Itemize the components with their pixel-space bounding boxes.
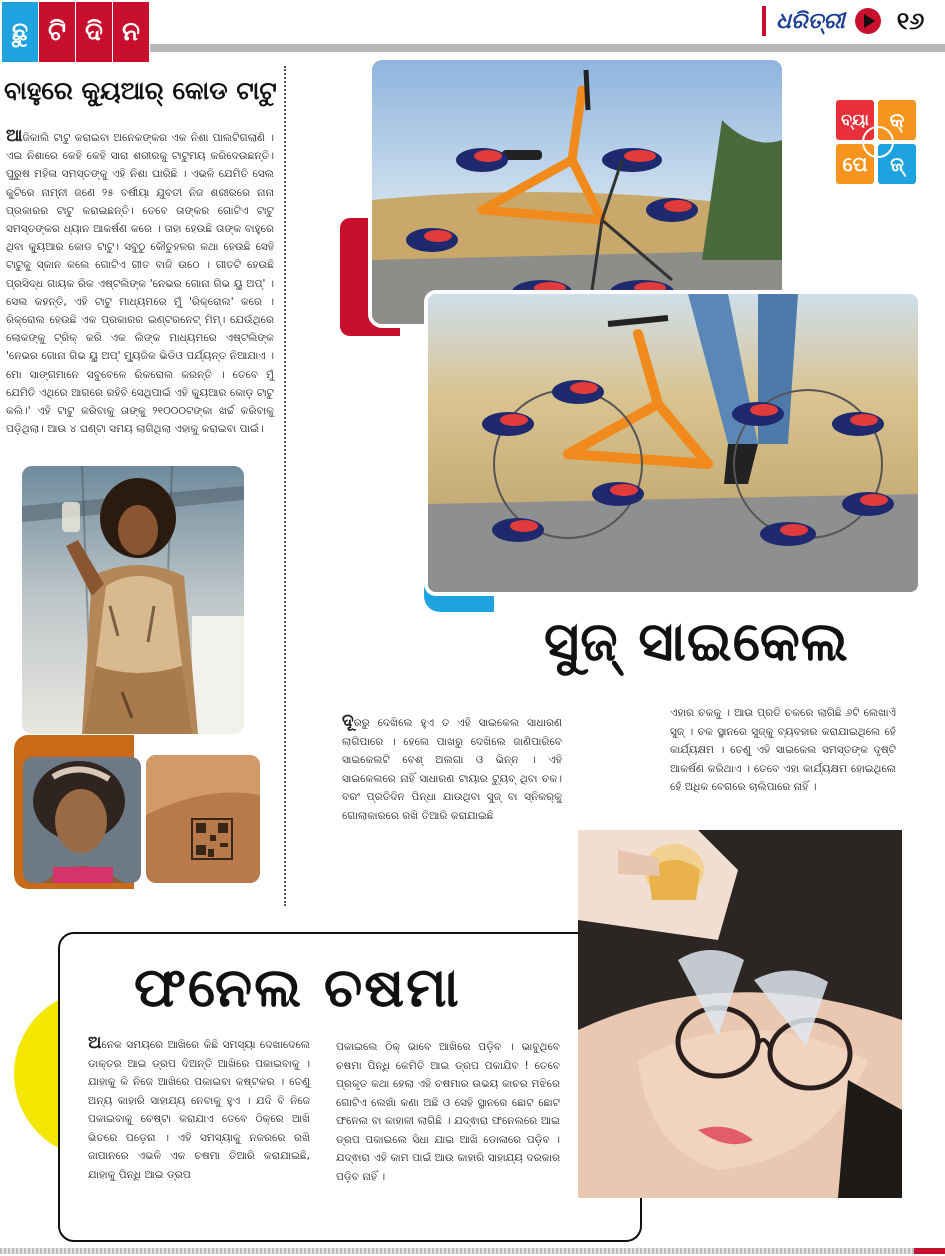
footer-accent [914,1248,945,1254]
brand-logo: ଧରିତ୍ରୀ [776,8,845,34]
shoe-bicycle-photo [368,56,786,328]
backpage-logo [836,100,920,188]
funnel-glasses-photo [578,830,902,1198]
qr-tattoo-photos [14,735,262,889]
tattoo-story-body [6,127,274,438]
funnel-glasses-title: ଫନେଲ ଚଷମା [134,956,461,1019]
shoe-cycle-column-2: ଏହାର ଚକକୁ । ଆଉ ପ୍ରତି ଚକରେ ଲାଗିଛି ୬ଟି ଲେଖାଏଁ ସୁଜ୍‌ । ଚକ ସ୍ଥାନରେ ସୁଜ୍‌କୁ ବ୍ୟବହାର କରାଯାଇଥିଲେ ହେଁ କାର୍ଯ୍ୟକ୍ଷମ । ତେଣୁ ଏହି ସାଇକେଲ ସମସ୍ତଙ୍କ ଦୃଷ୍ଟି ଆକର୍ଷଣ କରିଥାଏ । ତେବେ ଏହା କାର୍ଯ୍ୟକ୍ଷମ ହୋଇଥିଲେ ହେଁ ଅଧିକ ବେଗରେ ଚାଲିପାରେ ନାହିଁ । [670,707,896,793]
tattoo-story-title: ବାହୁରେ କ୍ୟୁଆର୍‌ କୋଡ ଟାଟୁ [4,76,277,105]
section-title [2,2,150,62]
header-rule [150,44,945,52]
shoe-cycle-title: ସୁଜ୍‌ ସାଇକେଲ [544,610,849,673]
page-number: ୧୬ [896,7,925,35]
funnel-glasses-column-2: ପକାଇଲେ ଠିକ୍‌ ଭାବେ ଆଖିରେ ପଡ଼ିବ । ଭାବୁଥିବେ ଚଷମା ପିନ୍ଧି କେମିତି ଆଇ ଡ୍ରପ ପକାଯିବ ! ତେବେ ପ୍ରକୃତ କଥା ହେଲା ଏହି ଚଷମାର ଉଭୟ କାଚର ମଝିରେ ଗୋଟିଏ ଲେଖାଁ କଣା ଅଛି ଓ ସେହି ସ୍ଥାନରେ ଛୋଟ ଛୋଟ ଫନେଲ ବା କାହାଳୀ ଲାଗିଛି । ଯଦ୍ଵାରା ଫନେଲରେ ଆଇ ଡ୍ରପ ପକାଇଲେ ସିଧା ଯାଇ ଆଖି ଡୋଳାରେ ପଡ଼ିବ । ଯଦ୍ଵାରା ଏହି କାମ ପାଇଁ ଆଉ କାହାରି ସାହାଯ୍ୟ ଦରକାର ପଡ଼ିବ ନାହିଁ । [336,1041,560,1183]
backpage-tile: ଜ୍ [878,144,916,184]
backpage-tile: କ୍ [878,100,916,140]
brand-bar [762,6,766,36]
backpage-ring-icon [862,126,894,158]
backpage-tile: ପେ [836,144,874,184]
woman-portrait-photo [23,757,141,883]
brand-block [762,4,924,38]
section-letter: ଛୁ [2,2,38,62]
dropcap: ଅ [88,1033,102,1053]
section-letter: ଟି [39,2,75,62]
play-icon [855,8,881,34]
shoe-cycle-column-1 [342,712,562,825]
section-letter: ନ [113,2,149,62]
tattooed-woman-photo [22,466,244,734]
footer-rule [0,1248,945,1254]
rider-shoe-bicycle-photo [424,290,922,596]
tattoo-story-text: ଜିକାଲି ଟାଟୁ କରାଇବା ଅନେକଙ୍କର ଏକ ନିଶା ପାଲଟିଗଲାଣି । ଏଇ ନିଶାରେ କେହି କେହି ସାରା ଶରୀରକୁ ଟାଟୁମୟ କରିଦେଉଛନ୍ତି। ପୁରୁଷ ମହିଳା ସମସ୍ତଙ୍କୁ ଏହି ନିଶା ଘାରିଛି । ଏଭଳି ଯେମିତି ସେଲ କୁଟିରେ ନାମ୍ନୀ ଜଣେ ୨୫ ବର୍ଷୀୟା ଯୁବତୀ ନିଜ ଶରୀରରେ ନାନା ପ୍ରକାରର ଟାଟୁ କରାଇଛନ୍ତି। ତେବେ ତାଙ୍କର ଗୋଟିଏ ଟାଟୁ ସମସ୍ତଙ୍କର ଧ୍ୟାନ ଆକର୍ଷଣ କରେ । ତାହା ହେଉଛି ତାଙ୍କ ବାହୁରେ ଥିବା କ୍ୟୁଆର କୋଡ ଟାଟୁ। ସବୁଠୁ କୌତୁହଳର କଥା ହେଉଛି ସେହି ଟାଟୁକୁ ସ୍କାନ କଲେ ଗୋଟିଏ ଗୀତ ବାଜି ଉଠେ । ଗୀତଟି ହେଉଛି ପ୍ରସିଦ୍ଧ ଗାୟକ ରିକ ଏଷ୍ଟଲିଙ୍କ 'ନେଭର ଗୋନା ଗିଭ ୟୁ ଅପ୍‌' । ସେଲ କହନ୍ତି, ଏହି ଟାଟୁ ମାଧ୍ୟମରେ ମୁଁ 'ରିକ୍‌ରୋଲ' କରେ । ରିକ୍‌ରୋଲ ହେଉଛି ଏକ ପ୍ରକାରର ଇଣ୍ଟରନେଟ୍‌ ମିମ୍‌। ଯେଉଁଥିରେ ଲୋକଙ୍କୁ ଟ୍ରିକ୍ କରି ଏକ ଲିଙ୍କ ମାଧ୍ୟମରେ ଏଷ୍ଟଲିଙ୍କ 'ନେଭର ଗୋନା ଗିଭ ୟୁ ଅପ୍‌' ମ୍ୟୁଜିକ ଭିଡିଓ ପର୍ଯ୍ୟନ୍ତ ନିଆଯାଏ । ମୋ ସାଙ୍ଗମାନେ ସବୁବେଳେ ରିକରୋଲ କରନ୍ତି । ତେବେ ମୁଁ ଯେମିତି ଏଥିରେ ଆଗରେ ରହିବି ସେଥିପାଇଁ ଏହି କ୍ୟୁଆର କୋଡ଼ ଟାଟୁ କଲି।' ଏହି ଟାଟୁ କରିବାକୁ ତାଙ୍କୁ ୨୧୦୦୦ଟଙ୍କା ଖର୍ଚ୍ଚ କରିବାକୁ ପଡ଼ିଥିଲା। ଆଉ ୪ ଘଣ୍ଟା ସମୟ ଲାଗିଥିଲା ଏହାକୁ କରାଇବା ପାଇଁ। [6,132,274,436]
backpage-tile: ବ୍ୟା [836,100,874,140]
dropcap: ଆ [6,126,23,146]
masthead [0,0,945,62]
dropcap: ଦୂ [342,711,354,731]
funnel-glasses-column-1 [88,1034,310,1184]
column-divider [284,66,286,906]
funnel-glasses-text-1: ନେକ ସମୟରେ ଆଖିରେ କିଛି ସମସ୍ୟା ଦେଖାଦେଲେ ଡାକ୍ତର ଆଇ ଡ୍ରପ ଦିଅନ୍ତି ଆଖିରେ ପକାଇବାକୁ । ଯାହାକୁ କି ନିଜେ ଆଖିରେ ପକାଇବା କଷ୍ଟକର । ତେଣୁ ଅନ୍ୟ କାହାରି ସାହାଯ୍ୟ ନେବାକୁ ହୁଏ । ଯଦି ବି ନିଜେ ପକାଇବାକୁ ଚେଷ୍ଟା କରାଯାଏ ତେବେ ଠିକ୍‌ରେ ଆଖି ଭିତରେ ପଡ଼େନା । ଏହି ସମସ୍ୟାକୁ ନଜରରେ ରଖି ଜାପାନରେ ଏଭଳି ଏକ ଚଷମା ତିଆରି କରାଯାଇଛି, ଯାହାକୁ ପିନ୍ଧି ଆଇ ଡ୍ରପ [88,1039,310,1181]
section-letter: ଦି [76,2,112,62]
qr-code-tattoo-arm-photo [146,755,260,883]
shoe-cycle-text-1: ରରୁ ଦେଖିଲେ ହୁଏ ତ ଏହି ସାଇକେଲ ସାଧାରଣ ଲାଗିପାରେ । ହେଲେ ପାଖରୁ ଦେଖିଲେ ଜାଣିପାରିବେ ସାଇକେଲଟି ବେଶ୍‌ ଅଲଗା ଓ ଭିନ୍ନ । ଏହି ସାଇକେଲରେ ନାହିଁ ସାଧାରଣ ଟାୟାର ଟ୍ୟୁବ୍‌ ଥିବା ଚକ। ବରଂ ପ୍ରତିଦିନ ପିନ୍ଧା ଯାଉଥିବା ସୁଜ୍‌ ବା ସ୍ନିକର୍‌କୁ ଗୋଲାକାରରେ ରଖି ତିଆରି କରାଯାଇଛି [342,717,562,822]
